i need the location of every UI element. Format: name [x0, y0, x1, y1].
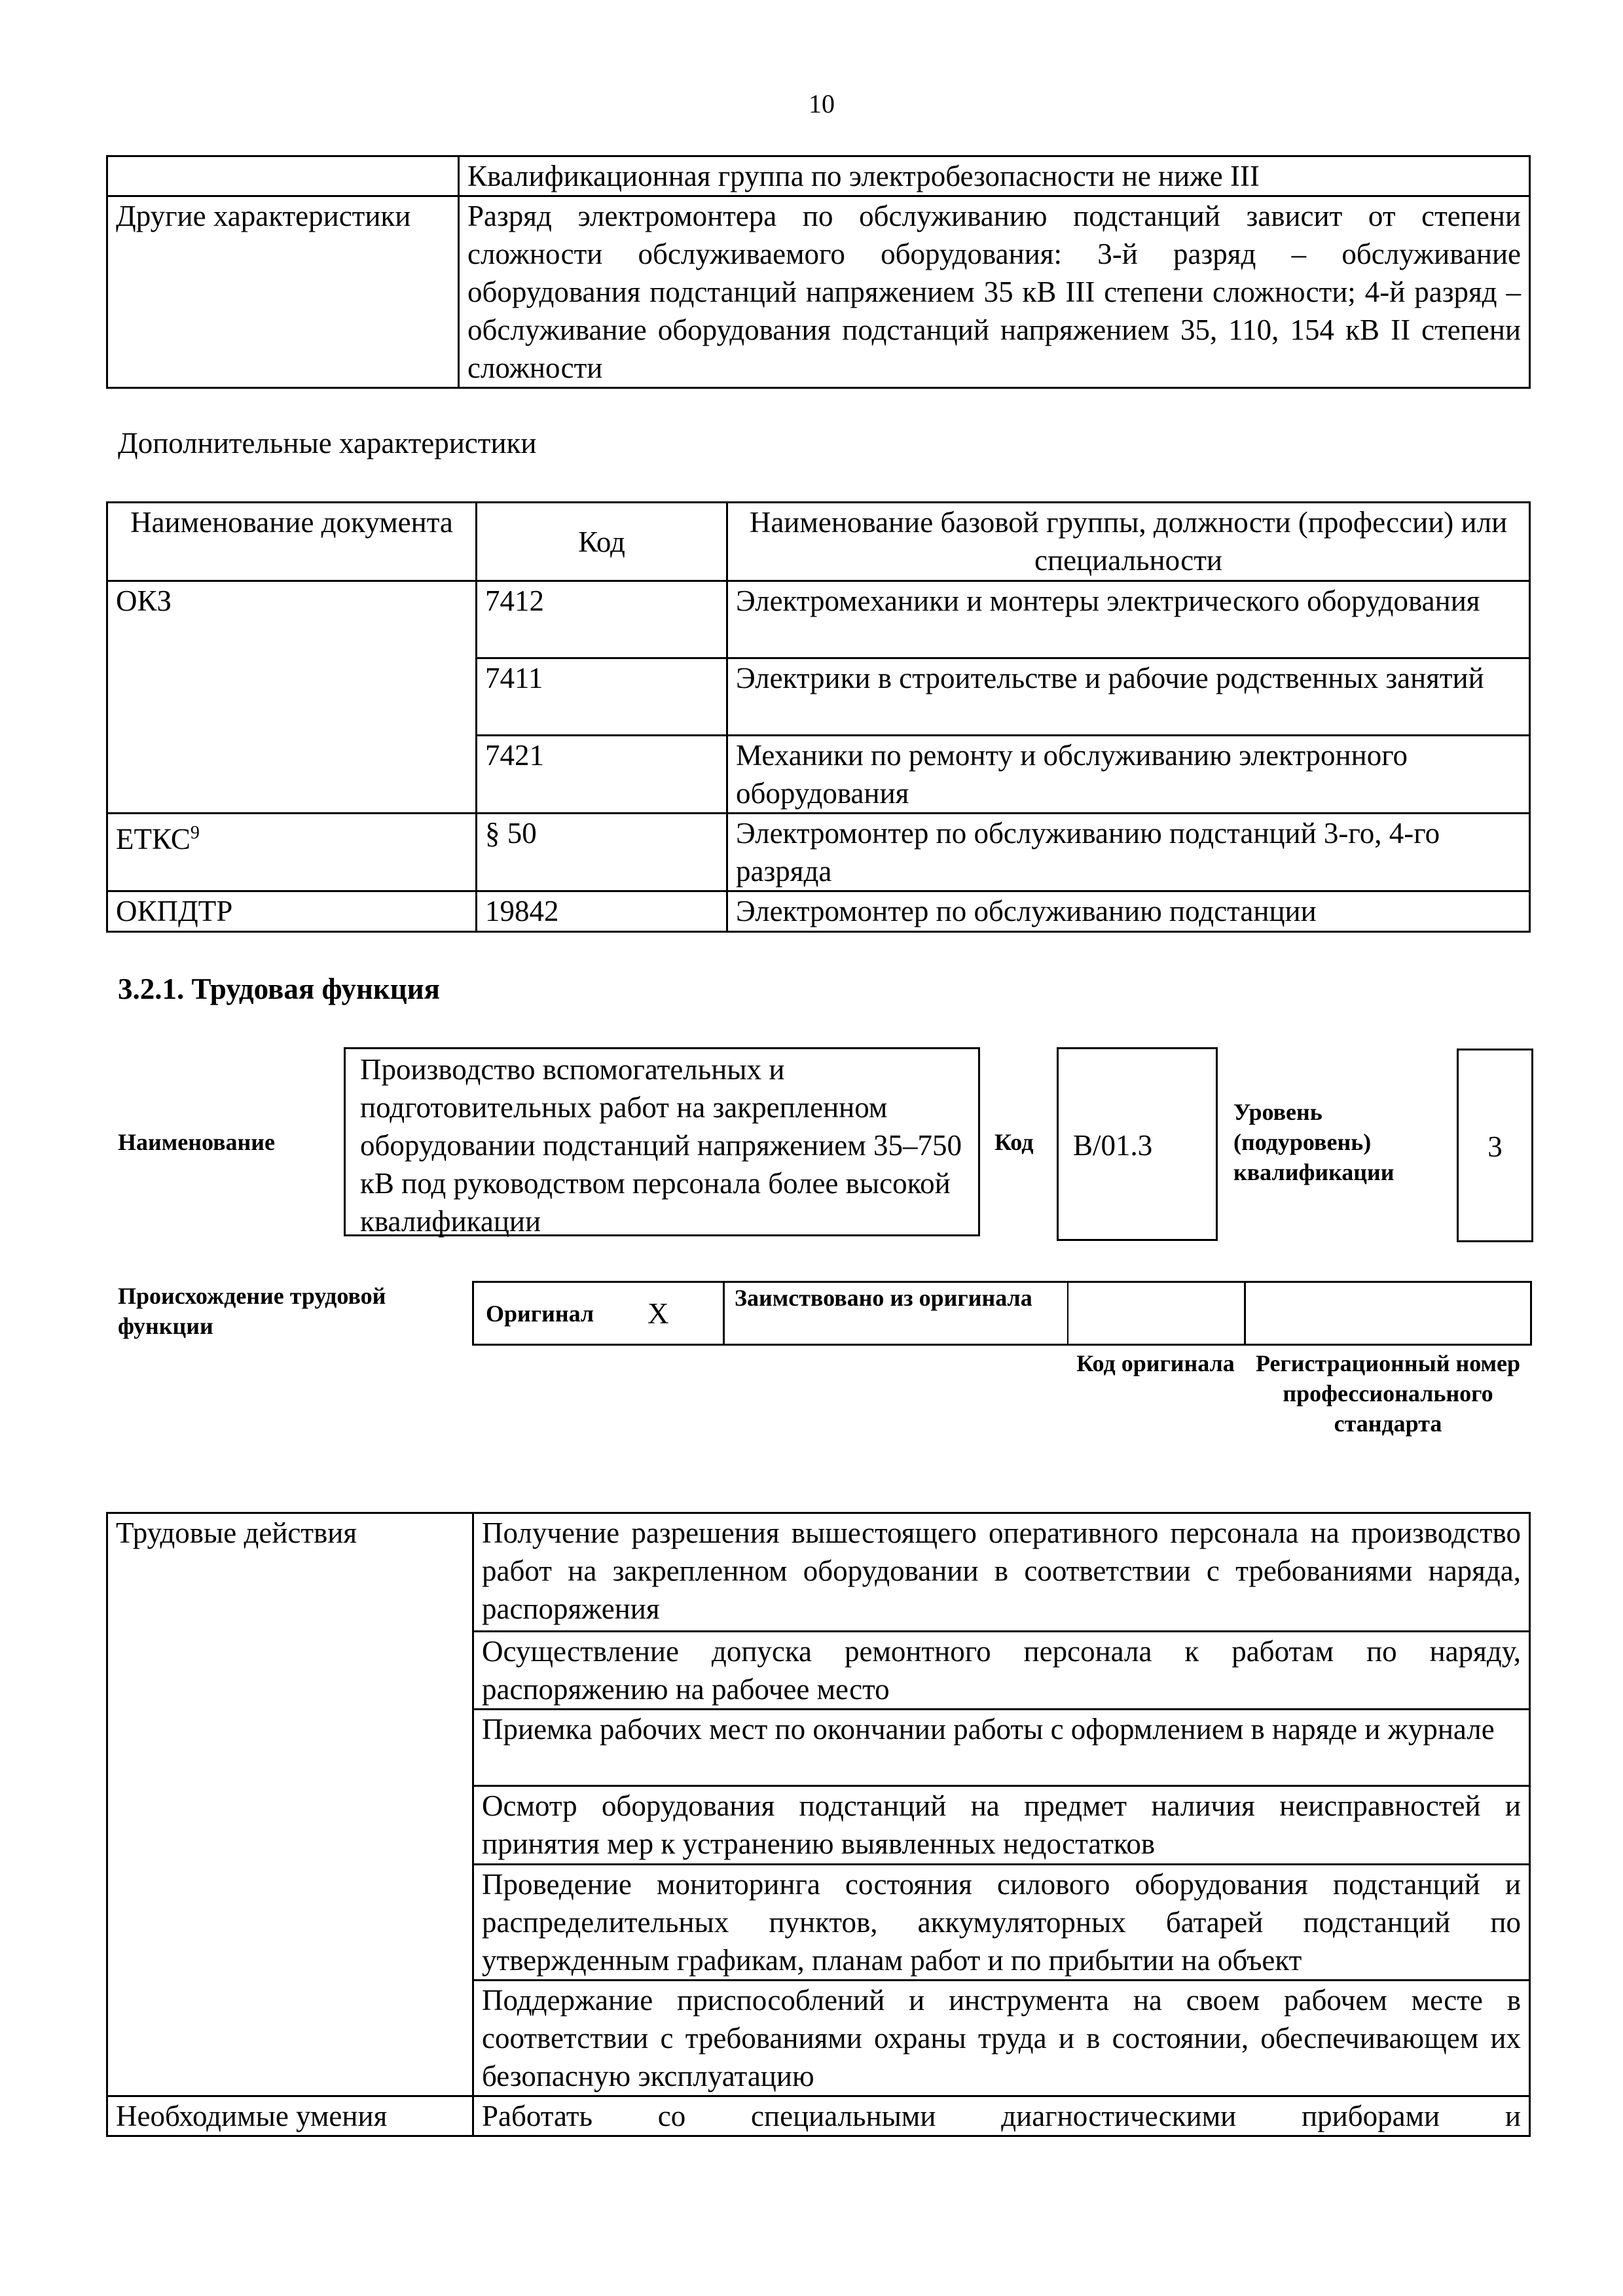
section-title: Дополнительные характеристики: [118, 427, 537, 459]
code-label: Код: [994, 1129, 1034, 1155]
divider: [723, 1283, 725, 1346]
skill-item: [473, 2096, 1530, 2136]
original-label: Оригинал: [486, 1300, 594, 1327]
actions-label: Трудовые действия: [107, 1513, 473, 2096]
table-row: [107, 156, 1530, 196]
table-row: [107, 1513, 1530, 1632]
skill-text: Работать со специальными диагностическими приборами и: [482, 2100, 1521, 2132]
action-item: Осуществление допуска ремонтного персонала к работам по наряду, распоряжению на рабочее место: [473, 1632, 1530, 1710]
table-header: [107, 503, 1530, 581]
page-number: 10: [809, 89, 835, 118]
divider: [1067, 1283, 1068, 1346]
origin-label: Происхождение трудовой функции: [118, 1283, 386, 1339]
code-box: [1057, 1047, 1218, 1241]
table-row: [107, 581, 1530, 658]
doc-cell: [107, 814, 477, 891]
level-box: [1457, 1049, 1533, 1242]
additional-table: [106, 501, 1531, 933]
code-cell: 7412: [477, 581, 727, 658]
function-name: Производство вспомогательных и подготовительных работ на закрепленном оборудовании подстанций напряжением 35–750 кВ под руководством персонала более высокой квалификации: [360, 1053, 962, 1238]
doc-cell: ОКПДТР: [107, 891, 477, 932]
name-cell: Электрики в строительстве и рабочие родственных занятий: [727, 658, 1530, 736]
divider: [1244, 1283, 1246, 1346]
function-name-box: [344, 1047, 980, 1236]
header-doc: Наименование документа: [107, 503, 477, 581]
top-table: [106, 155, 1531, 389]
name-cell: Электромонтер по обслуживанию подстанции: [727, 891, 1530, 932]
header-name: Наименование базовой группы, должности (профессии) или специальности: [727, 503, 1530, 581]
action-item: Получение разрешения вышестоящего оперативного персонала на производство работ на закрепленном оборудовании в соответствии с требованиями наряда, распоряжения: [473, 1513, 1530, 1632]
action-item: Осмотр оборудования подстанций на предмет наличия неисправностей и принятия мер к устранению выявленных недостатков: [473, 1786, 1530, 1865]
code-cell: 7411: [477, 658, 727, 736]
table-row: [107, 196, 1530, 388]
row-label: [107, 156, 459, 196]
actions-table: [106, 1512, 1531, 2137]
code-cell: 19842: [477, 891, 727, 932]
row-value: Квалификационная группа по электробезопасности не ниже III: [459, 156, 1530, 196]
name-label: Наименование: [118, 1129, 275, 1155]
code-value: B/01.3: [1073, 1129, 1153, 1162]
level-label: Уровень (подуровень) квалификации: [1233, 1099, 1395, 1185]
function-heading: 3.2.1. Трудовая функция: [118, 973, 441, 1005]
doc-name: ЕТКС: [116, 823, 191, 855]
table-row: [107, 814, 1530, 891]
table-row: [107, 891, 1530, 932]
footnote-ref: 9: [190, 823, 200, 843]
skills-label: Необходимые умения: [107, 2096, 473, 2136]
action-item: Приемка рабочих мест по окончании работы с оформлением в наряде и журнале: [473, 1710, 1530, 1786]
code-cell: 7421: [477, 736, 727, 814]
action-item: Поддержание приспособлений и инструмента на своем рабочем месте в соответствии с требованиями охраны труда и в состоянии, обеспечивающем их безопасную эксплуатацию: [473, 1981, 1530, 2096]
name-cell: Механики по ремонту и обслуживанию электронного оборудования: [727, 736, 1530, 814]
origin-box: [472, 1281, 1532, 1346]
orig-code-caption: Код оригинала: [1076, 1350, 1235, 1376]
row-label: Другие характеристики: [107, 196, 459, 388]
row-value: Разряд электромонтера по обслуживанию подстанций зависит от степени сложности обслуживаемого оборудования: 3-й разряд – обслуживание оборудования подстанций напряжением 35 кВ III степени сложности; 4-й разряд – обслуживание оборудования подстанций напряжением 35, 110, 154 кВ II степени сложности: [459, 196, 1530, 388]
table-row: [107, 2096, 1530, 2136]
code-cell: § 50: [477, 814, 727, 891]
name-cell: Электромонтер по обслуживанию подстанций 3-го, 4-го разряда: [727, 814, 1530, 891]
name-cell: Электромеханики и монтеры электрического оборудования: [727, 581, 1530, 658]
borrowed-label: Заимствовано из оригинала: [735, 1285, 1032, 1311]
doc-cell: ОКЗ: [107, 581, 477, 814]
header-code: Код: [477, 503, 727, 581]
level-value: 3: [1487, 1130, 1503, 1163]
reg-number-caption: Регистрационный номер профессионального стандарта: [1255, 1350, 1521, 1437]
action-item: Проведение мониторинга состояния силового оборудования подстанций и распределительных пунктов, аккумуляторных батарей подстанций по утвержденным графикам, планам работ и по прибытии на объект: [473, 1865, 1530, 1981]
original-mark: X: [647, 1297, 669, 1330]
